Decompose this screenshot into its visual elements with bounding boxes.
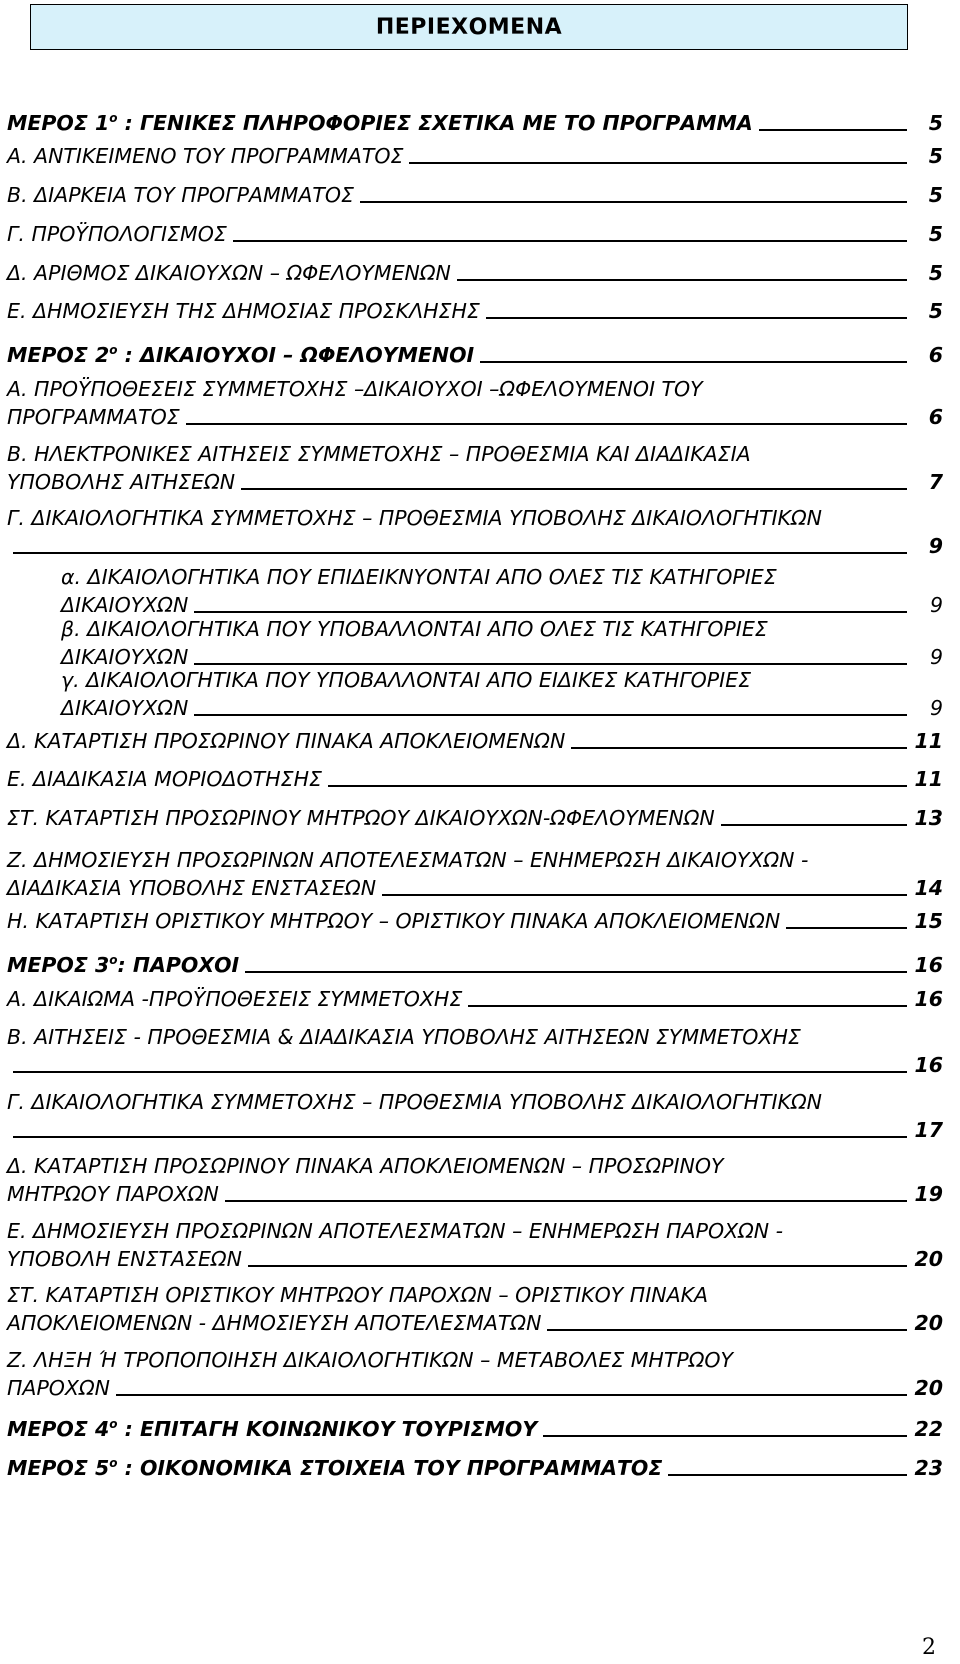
toc-page-number: 20 <box>914 1376 943 1400</box>
toc-entry-title: ΜΕΡΟΣ $3^o$: ΠΑΡΟΧΟΙ <box>7 952 240 977</box>
toc-page-number: 9 <box>929 696 943 720</box>
toc-entry-title: Ε. ΔΗΜΟΣΙΕΥΣΗ ΠΡΟΣΩΡΙΝΩΝ ΑΠΟΤΕΛΕΣΜΑΤΩΝ – ΕΝΗΜΕΡΩΣΗ ΠΑΡΟΧΩΝ - <box>7 1219 784 1243</box>
toc-page-number: 9 <box>929 593 943 617</box>
toc-entry[interactable] <box>7 804 943 832</box>
toc-page-number: 5 <box>928 110 943 135</box>
toc-entry[interactable] <box>7 375 943 431</box>
toc-entry-title: Α. ΔΙΚΑΙΩΜΑ -ΠΡΟΫΠΟΘΕΣΕΙΣ ΣΥΜΜΕΤΟΧΗΣ <box>7 987 463 1011</box>
toc-entry[interactable] <box>7 1023 943 1079</box>
toc-entry[interactable] <box>7 1346 943 1402</box>
toc-entry[interactable] <box>7 1088 943 1144</box>
toc-entry-title: ΜΕΡΟΣ $5^o$ : ΟΙΚΟΝΟΜΙΚΑ ΣΤΟΙΧΕΙΑ ΤΟΥ ΠΡΟΓΡΑΜΜΑΤΟΣ <box>7 1455 663 1480</box>
toc-leader-line <box>233 239 907 242</box>
toc-entry[interactable] <box>7 666 943 722</box>
toc-entry-title: Α. ΠΡΟΫΠΟΘΕΣΕΙΣ ΣΥΜΜΕΤΟΧΗΣ –ΔΙΚΑΙΟΥΧΟΙ –ΩΦΕΛΟΥΜΕΝΟΙ ΤΟΥ <box>7 377 703 401</box>
toc-leader-line <box>194 610 907 613</box>
toc-page-number: 17 <box>914 1118 943 1142</box>
toc-page-number: 16 <box>914 1053 943 1077</box>
toc-entry-title: Ε. ΔΗΜΟΣΙΕΥΣΗ ΤΗΣ ΔΗΜΟΣΙΑΣ ΠΡΟΣΚΛΗΣΗΣ <box>7 299 480 323</box>
toc-leader-line <box>480 360 907 363</box>
toc-page-number: 20 <box>914 1247 943 1271</box>
toc-entry-title: Ζ. ΔΗΜΟΣΙΕΥΣΗ ΠΡΟΣΩΡΙΝΩΝ ΑΠΟΤΕΛΕΣΜΑΤΩΝ – ΕΝΗΜΕΡΩΣΗ ΔΙΚΑΙΟΥΧΩΝ - <box>7 848 809 872</box>
toc-leader-line <box>186 422 907 425</box>
toc-entry-title-continued: ΠΡΟΓΡΑΜΜΑΤΟΣ <box>7 405 180 429</box>
toc-entry[interactable] <box>7 563 943 619</box>
toc-entry-title: Ζ. ΛΗΞΗ Ή ΤΡΟΠΟΠΟΙΗΣΗ ΔΙΚΑΙΟΛΟΓΗΤΙΚΩΝ – ΜΕΤΑΒΟΛΕΣ ΜΗΤΡΩΟΥ <box>7 1348 734 1372</box>
toc-entry-title-continued: ΔΙΑΔΙΚΑΣΙΑ ΥΠΟΒΟΛΗΣ ΕΝΣΤΑΣΕΩΝ <box>7 876 377 900</box>
toc-page-number: 5 <box>928 222 943 246</box>
toc-entry[interactable] <box>7 727 943 755</box>
toc-entry[interactable] <box>7 504 943 560</box>
toc-entry-title: γ. ΔΙΚΑΙΟΛΟΓΗΤΙΚΑ ΠΟΥ ΥΠΟΒΑΛΛΟΝΤΑΙ ΑΠΟ ΕΙΔΙΚΕΣ ΚΑΤΗΓΟΡΙΕΣ <box>61 668 752 692</box>
toc-entry-title-continued: ΔΙΚΑΙΟΥΧΩΝ <box>61 696 189 720</box>
toc-leader-line <box>759 128 907 131</box>
toc-leader-line <box>786 926 907 929</box>
toc-leader-line <box>194 713 907 716</box>
toc-page-number: 22 <box>914 1416 943 1441</box>
toc-entry-title: Δ. ΑΡΙΘΜΟΣ ΔΙΚΑΙΟΥΧΩΝ – ΩΦΕΛΟΥΜΕΝΩΝ <box>7 261 451 285</box>
toc-entry-title: Δ. ΚΑΤΑΡΤΙΣΗ ΠΡΟΣΩΡΙΝΟΥ ΠΙΝΑΚΑ ΑΠΟΚΛΕΙΟΜΕΝΩΝ <box>7 729 566 753</box>
toc-entry-title-continued: ΠΑΡΟΧΩΝ <box>7 1376 110 1400</box>
toc-page-number: 16 <box>914 987 943 1011</box>
toc-entry[interactable] <box>7 985 943 1013</box>
toc-leader-line <box>248 1264 907 1267</box>
toc-page-number: 9 <box>929 645 943 669</box>
toc-leader-line <box>13 1135 907 1138</box>
toc-leader-line <box>486 316 907 319</box>
toc-title: ΠΕΡΙΕΧΟΜΕΝΑ <box>30 4 908 50</box>
toc-entry[interactable] <box>7 336 943 369</box>
toc-entry-title: ΣΤ. ΚΑΤΑΡΤΙΣΗ ΟΡΙΣΤΙΚΟΥ ΜΗΤΡΩΟΥ ΠΑΡΟΧΩΝ – ΟΡΙΣΤΙΚΟΥ ΠΙΝΑΚΑ <box>7 1283 709 1307</box>
toc-page-number: 6 <box>928 405 943 429</box>
toc-leader-line <box>13 551 907 554</box>
toc-entry-title: ΜΕΡΟΣ $4^o$ : ΕΠΙΤΑΓΗ ΚΟΙΝΩΝΙΚΟΥ ΤΟΥΡΙΣΜΟΥ <box>7 1416 538 1441</box>
toc-page-number: 11 <box>914 767 943 791</box>
toc-leader-line <box>194 662 907 665</box>
toc-entry[interactable] <box>7 846 943 902</box>
toc-page-number: 20 <box>914 1311 943 1335</box>
toc-leader-line <box>241 487 907 490</box>
toc-entry[interactable] <box>7 946 943 979</box>
toc-page-number: 7 <box>928 470 943 494</box>
toc-page-number: 19 <box>914 1182 943 1206</box>
toc-leader-line <box>468 1004 907 1007</box>
toc-entry[interactable] <box>7 440 943 496</box>
toc-page-number: 14 <box>914 876 943 900</box>
toc-leader-line <box>382 893 907 896</box>
toc-entry[interactable] <box>7 907 943 935</box>
toc-entry-title: β. ΔΙΚΑΙΟΛΟΓΗΤΙΚΑ ΠΟΥ ΥΠΟΒΑΛΛΟΝΤΑΙ ΑΠΟ ΟΛΕΣ ΤΙΣ ΚΑΤΗΓΟΡΙΕΣ <box>61 617 768 641</box>
toc-page-number: 6 <box>928 342 943 367</box>
toc-entry[interactable] <box>7 615 943 671</box>
toc-page-number: 16 <box>914 952 943 977</box>
toc-entry-title-continued: ΜΗΤΡΩΟΥ ΠΑΡΟΧΩΝ <box>7 1182 219 1206</box>
toc-entry-title: Β. ΗΛΕΚΤΡΟΝΙΚΕΣ ΑΙΤΗΣΕΙΣ ΣΥΜΜΕΤΟΧΗΣ – ΠΡΟΘΕΣΜΙΑ ΚΑΙ ΔΙΑΔΙΚΑΣΙΑ <box>7 442 751 466</box>
toc-leader-line <box>543 1434 907 1437</box>
toc-entry[interactable] <box>7 220 943 248</box>
toc-leader-line <box>116 1393 907 1396</box>
toc-entry-title: Β. ΑΙΤΗΣΕΙΣ - ΠΡΟΘΕΣΜΙΑ & ΔΙΑΔΙΚΑΣΙΑ ΥΠΟΒΟΛΗΣ ΑΙΤΗΣΕΩΝ ΣΥΜΜΕΤΟΧΗΣ <box>7 1025 801 1049</box>
toc-page-number: 5 <box>928 261 943 285</box>
toc-leader-line <box>328 784 907 787</box>
toc-entry-title: α. ΔΙΚΑΙΟΛΟΓΗΤΙΚΑ ΠΟΥ ΕΠΙΔΕΙΚΝΥΟΝΤΑΙ ΑΠΟ ΟΛΕΣ ΤΙΣ ΚΑΤΗΓΟΡΙΕΣ <box>61 565 777 589</box>
toc-entry-title-continued: ΔΙΚΑΙΟΥΧΩΝ <box>61 645 189 669</box>
toc-entry-title-continued: ΥΠΟΒΟΛΗ ΕΝΣΤΑΣΕΩΝ <box>7 1247 242 1271</box>
toc-leader-line <box>13 1070 907 1073</box>
toc-entry-title-continued: ΔΙΚΑΙΟΥΧΩΝ <box>61 593 189 617</box>
toc-entry-title: ΜΕΡΟΣ $2^o$ : ΔΙΚΑΙΟΥΧΟΙ – ΩΦΕΛΟΥΜΕΝΟΙ <box>7 342 475 367</box>
toc-entry[interactable] <box>7 1217 943 1273</box>
toc-entry-title: ΜΕΡΟΣ $1^o$ : ΓΕΝΙΚΕΣ ΠΛΗΡΟΦΟΡΙΕΣ ΣΧΕΤΙΚΑ ΜΕ ΤΟ ΠΡΟΓΡΑΜΜΑ <box>7 110 753 135</box>
toc-entry-title: Γ. ΠΡΟΫΠΟΛΟΓΙΣΜΟΣ <box>7 222 227 246</box>
toc-leader-line <box>571 746 907 749</box>
toc-page-number: 11 <box>914 729 943 753</box>
toc-leader-line <box>409 161 907 164</box>
toc-page-number: 5 <box>928 299 943 323</box>
toc-entry[interactable] <box>7 297 943 325</box>
toc-entry[interactable] <box>7 259 943 287</box>
toc-entry-title: ΣΤ. ΚΑΤΑΡΤΙΣΗ ΠΡΟΣΩΡΙΝΟΥ ΜΗΤΡΩΟΥ ΔΙΚΑΙΟΥΧΩΝ-ΩΦΕΛΟΥΜΕΝΩΝ <box>7 806 715 830</box>
toc-leader-line <box>245 970 907 973</box>
toc-entry[interactable] <box>7 104 943 137</box>
page-number: 2 <box>922 1635 936 1660</box>
toc-entry[interactable] <box>7 1152 943 1208</box>
toc-entry[interactable] <box>7 1410 943 1443</box>
toc-entry[interactable] <box>7 1449 943 1482</box>
toc-entry-title: Ε. ΔΙΑΔΙΚΑΣΙΑ ΜΟΡΙΟΔΟΤΗΣΗΣ <box>7 767 322 791</box>
toc-leader-line <box>225 1199 907 1202</box>
toc-entry-title: Δ. ΚΑΤΑΡΤΙΣΗ ΠΡΟΣΩΡΙΝΟΥ ΠΙΝΑΚΑ ΑΠΟΚΛΕΙΟΜΕΝΩΝ – ΠΡΟΣΩΡΙΝΟΥ <box>7 1154 724 1178</box>
toc-page-number: 9 <box>928 534 943 558</box>
toc-page-number: 5 <box>928 183 943 207</box>
toc-leader-line <box>547 1328 907 1331</box>
toc-leader-line <box>457 278 907 281</box>
toc-page-number: 13 <box>914 806 943 830</box>
toc-leader-line <box>721 823 907 826</box>
toc-entry[interactable] <box>7 765 943 793</box>
toc-entry-title: Α. ΑΝΤΙΚΕΙΜΕΝΟ ΤΟΥ ΠΡΟΓΡΑΜΜΑΤΟΣ <box>7 144 404 168</box>
toc-leader-line <box>360 200 907 203</box>
toc-entry-title: Η. ΚΑΤΑΡΤΙΣΗ ΟΡΙΣΤΙΚΟΥ ΜΗΤΡΩΟΥ – ΟΡΙΣΤΙΚΟΥ ΠΙΝΑΚΑ ΑΠΟΚΛΕΙΟΜΕΝΩΝ <box>7 909 781 933</box>
toc-entry[interactable] <box>7 181 943 209</box>
toc-entry[interactable] <box>7 142 943 170</box>
toc-leader-line <box>668 1473 907 1476</box>
toc-entry-title-continued: ΑΠΟΚΛΕΙΟΜΕΝΩΝ - ΔΗΜΟΣΙΕΥΣΗ ΑΠΟΤΕΛΕΣΜΑΤΩΝ <box>7 1311 542 1335</box>
toc-entry-title-continued: ΥΠΟΒΟΛΗΣ ΑΙΤΗΣΕΩΝ <box>7 470 236 494</box>
toc-entry-title: Γ. ΔΙΚΑΙΟΛΟΓΗΤΙΚΑ ΣΥΜΜΕΤΟΧΗΣ – ΠΡΟΘΕΣΜΙΑ ΥΠΟΒΟΛΗΣ ΔΙΚΑΙΟΛΟΓΗΤΙΚΩΝ <box>7 506 823 530</box>
toc-page-number: 23 <box>914 1455 943 1480</box>
toc-entry-title: Γ. ΔΙΚΑΙΟΛΟΓΗΤΙΚΑ ΣΥΜΜΕΤΟΧΗΣ – ΠΡΟΘΕΣΜΙΑ ΥΠΟΒΟΛΗΣ ΔΙΚΑΙΟΛΟΓΗΤΙΚΩΝ <box>7 1090 823 1114</box>
toc-page-number: 5 <box>928 144 943 168</box>
toc-page-number: 15 <box>914 909 943 933</box>
toc-entry[interactable] <box>7 1281 943 1337</box>
toc-entry-title: Β. ΔΙΑΡΚΕΙΑ ΤΟΥ ΠΡΟΓΡΑΜΜΑΤΟΣ <box>7 183 354 207</box>
